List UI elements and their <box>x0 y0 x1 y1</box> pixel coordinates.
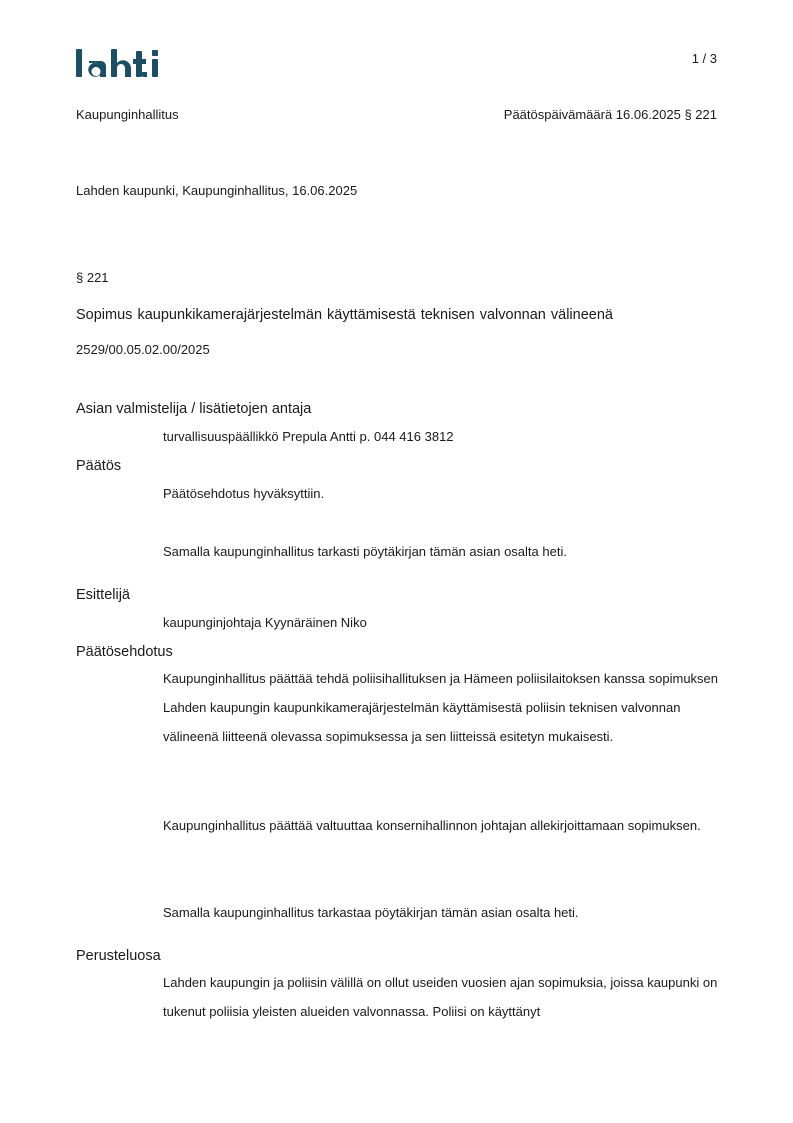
document-title: Sopimus kaupunkikamerajärjestelmän käyttämisestä teknisen valvonnan välineenä <box>76 307 613 323</box>
page-number: 1 / 3 <box>691 51 717 66</box>
preparer-value: turvallisuuspäällikkö Prepula Antti p. 044 416 3812 <box>163 429 454 444</box>
reasoning-label: Perusteluosa <box>76 948 161 964</box>
reasoning-paragraph: Lahden kaupungin ja poliisin välillä on ollut useiden vuosien ajan sopimuksia, joissa kaupunki on tukenut poliisia yleisten alueiden valvonnassa. Poliisi on käyttänyt <box>163 975 718 1019</box>
proposal-label: Päätösehdotus <box>76 644 173 660</box>
section-number: § 221 <box>76 270 109 285</box>
proposal-paragraph: Kaupunginhallitus päättää valtuuttaa konsernihallinnon johtajan allekirjoittamaan sopimuksen. <box>163 818 701 833</box>
decision-date: Päätöspäivämäärä 16.06.2025 § 221 <box>503 107 717 122</box>
decision-paragraph: Samalla kaupunginhallitus tarkasti pöytäkirjan tämän asian osalta heti. <box>163 544 567 559</box>
decision-label: Päätös <box>76 458 122 474</box>
proposal-paragraph: Samalla kaupunginhallitus tarkastaa pöytäkirjan tämän asian osalta heti. <box>163 905 579 920</box>
decision-paragraph: Päätösehdotus hyväksyttiin. <box>163 486 325 501</box>
presenter-value: kaupunginjohtaja Kyynäräinen Niko <box>163 615 367 630</box>
presenter-label: Esittelijä <box>76 587 130 603</box>
meta-line: Lahden kaupunki, Kaupunginhallitus, 16.06.2025 <box>76 183 358 198</box>
diary-number: 2529/00.05.02.00/2025 <box>76 342 210 357</box>
lahti-logo <box>76 45 168 81</box>
preparer-label: Asian valmistelija / lisätietojen antaja <box>76 401 312 417</box>
proposal-paragraph: Kaupunginhallitus päättää tehdä poliisihallituksen ja Hämeen poliisilaitoksen kanssa sopimuksen Lahden kaupungin kaupunkikamerajärjestelmän käyttämisestä poliisin teknisen valvonnan välineenä liitteenä olevassa sopimuksessa ja sen liitteissä esitetyn mukaisesti. <box>163 671 719 744</box>
organ-name: Kaupunginhallitus <box>76 107 179 122</box>
